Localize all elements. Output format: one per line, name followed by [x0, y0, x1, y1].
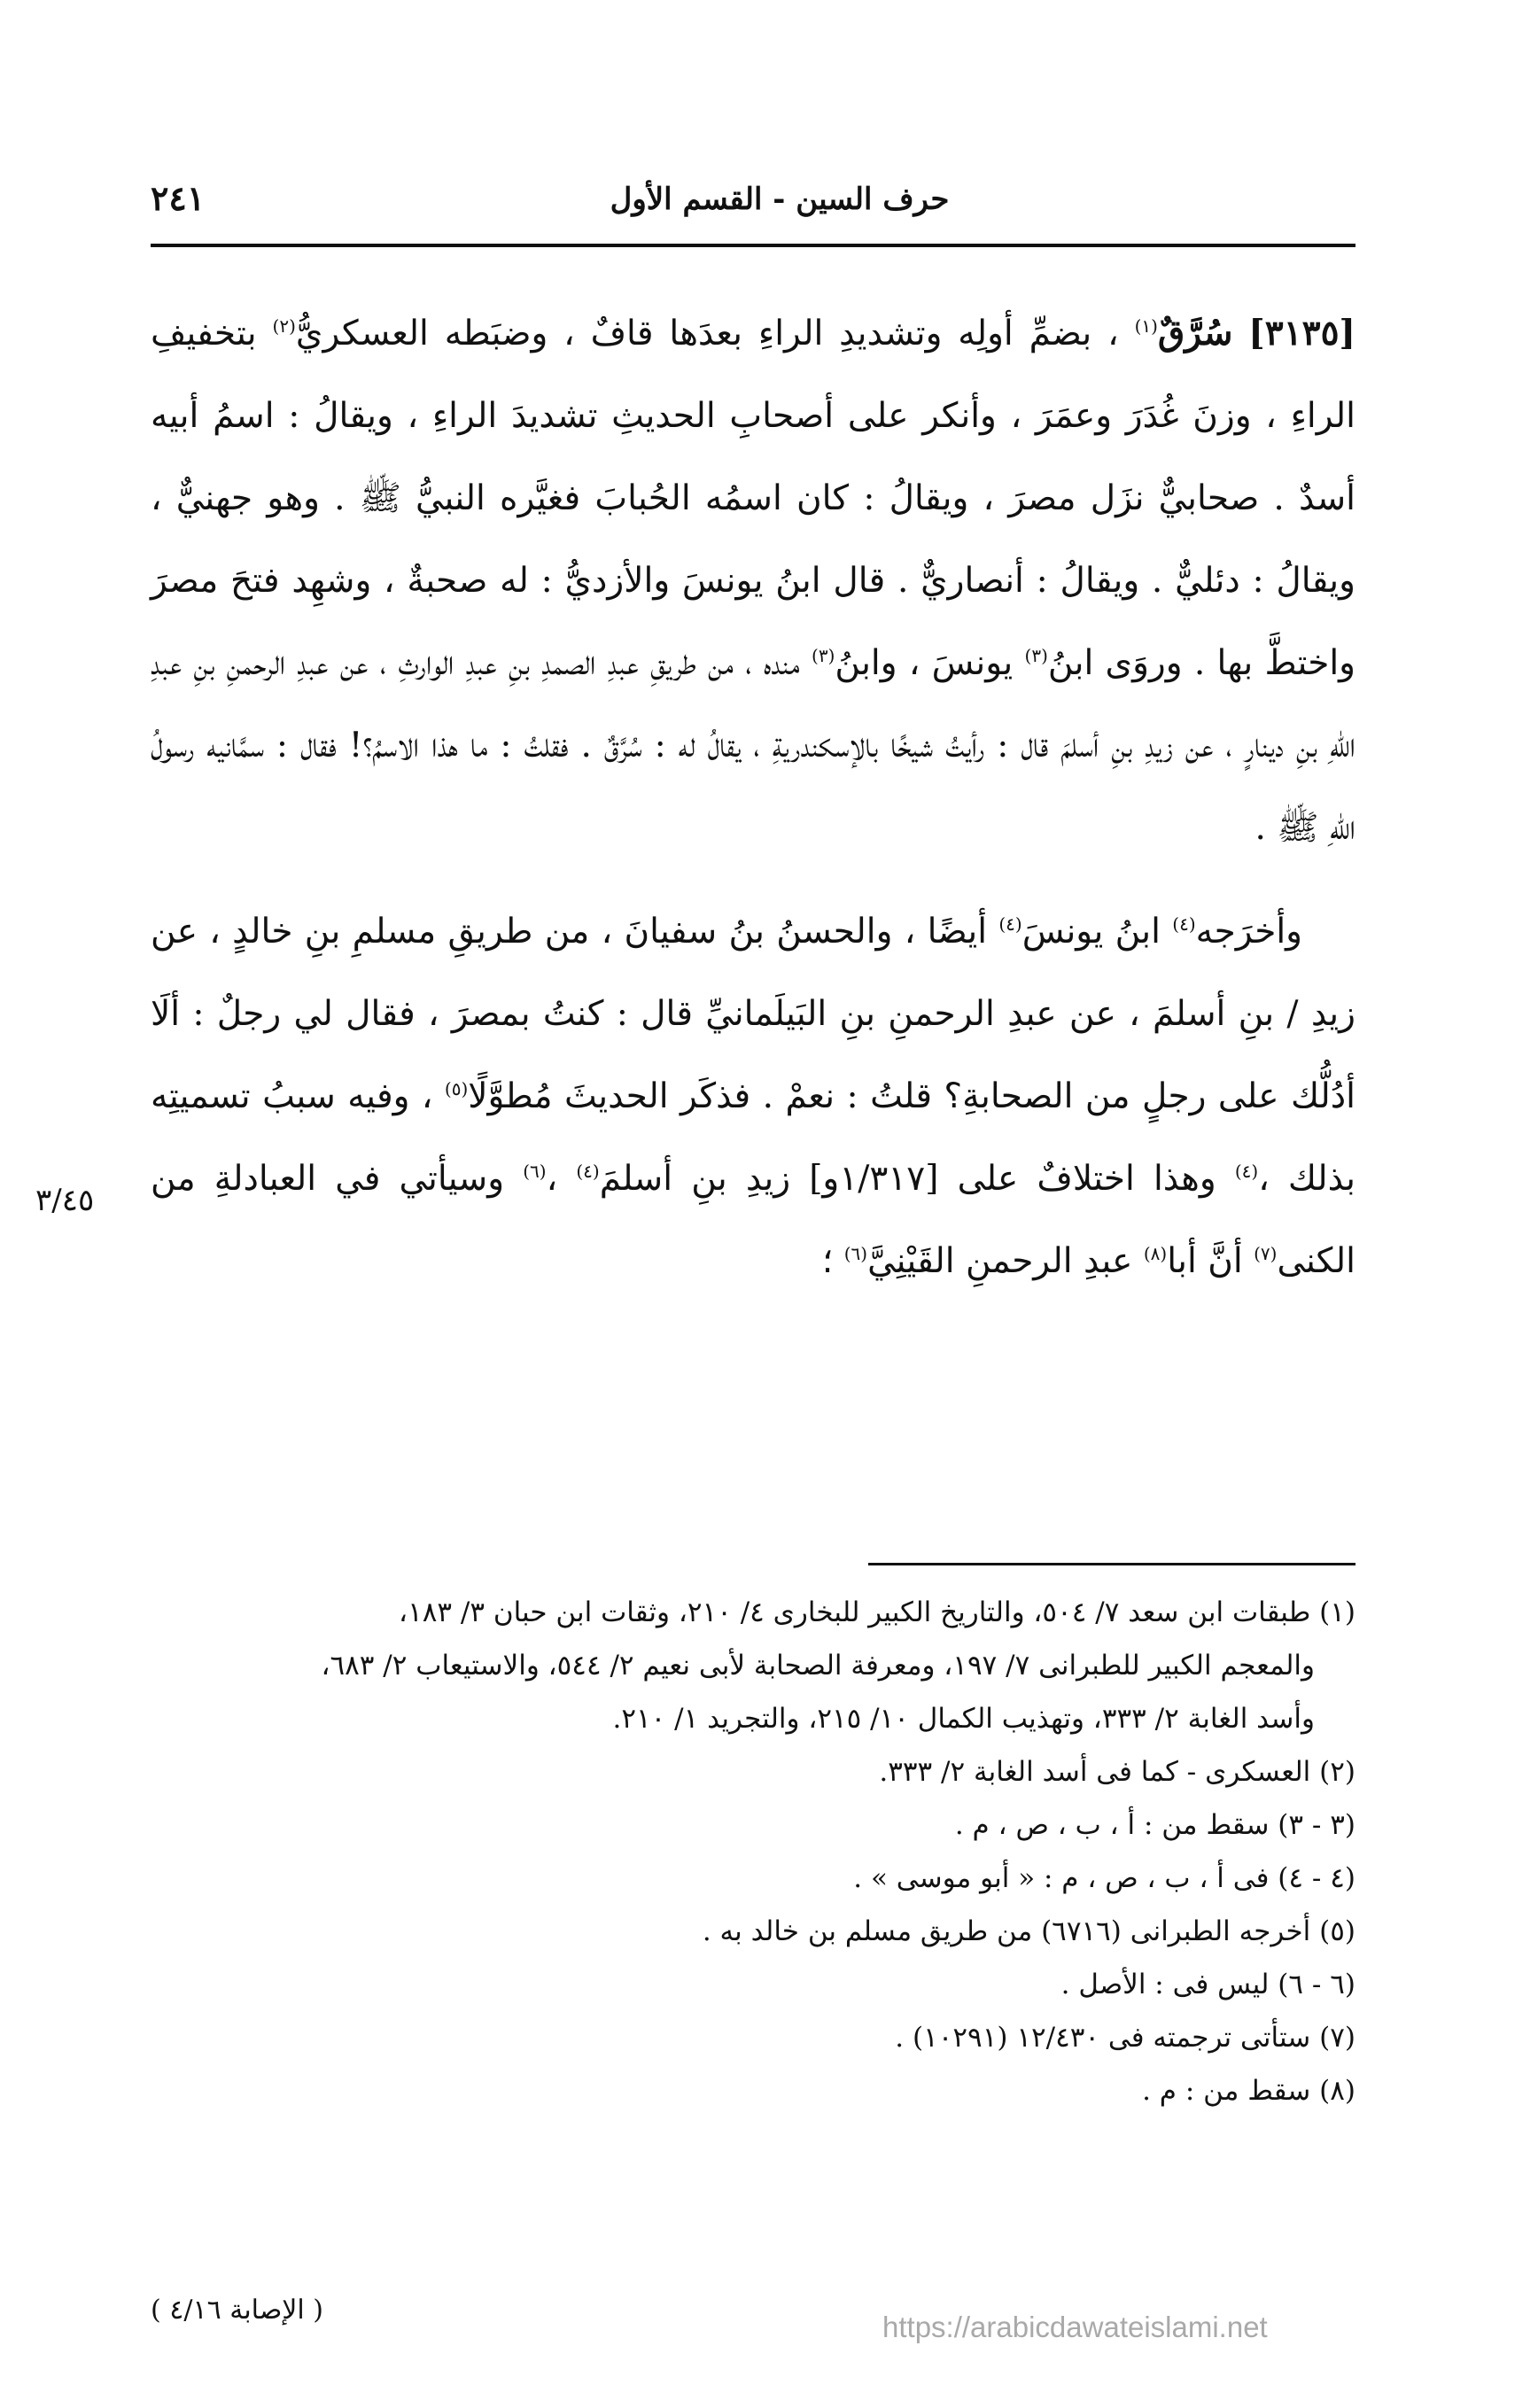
footnote-line: وأسد الغابة ٢/ ٣٣٣، وتهذيب الكمال ١٠/ ٢١٥، والتجريد ١/ ٢١٠.	[612, 1703, 1315, 1735]
footnote-line: (٣ - ٣) سقط من : أ ، ب ، ص ، م .	[954, 1809, 1355, 1841]
footnote-ref: (٣)	[1024, 645, 1048, 666]
text-run: يونسَ ، وابنُ	[835, 643, 1014, 683]
margin-page-reference: ٣/٤٥	[35, 1183, 95, 1218]
footnotes	[151, 1586, 1355, 2117]
text-run: ، وفيه سببُ تسميتِه بذلك ،	[151, 1076, 1356, 1199]
footnote-ref: (٦)	[523, 1161, 547, 1182]
text-run: أنَّ أبا	[1167, 1241, 1243, 1281]
watermark-url: https://arabicdawateislami.net	[882, 2311, 1268, 2343]
footnote-line: (٨) سقط من : م .	[1142, 2075, 1355, 2107]
footnote-ref: (٥)	[444, 1078, 469, 1099]
page-header	[151, 173, 1355, 235]
footnote-line: (٤ - ٤) فى أ ، ب ، ص ، م : « أبو موسى » .	[853, 1862, 1355, 1894]
text-run: أيضًا ، والحسنُ بنُ سفيانَ ، من طريقِ مسلمِ بنِ خالدٍ ، عن زيدِ / بنِ أسلمَ ، عن عبدِ الرحمنِ بنِ البَيلَمانيِّ قال : كنتُ بمصرَ ، فقال لي رجلٌ : ألَا أدُلُّك على رجلٍ من الصحابةِ؟ قلتُ : نعمْ . فذكَر الحديثَ مُطوَّلًا	[151, 912, 1355, 1116]
entry-number: [٣١٣٥]	[1248, 313, 1355, 353]
page-number: ٢٤١	[151, 178, 206, 218]
footnote-line: (٧) ستأتى ترجمته فى ١٢/٤٣٠ (١٠٢٩١) .	[895, 2022, 1355, 2054]
main-text	[151, 292, 1355, 1302]
text-run: ؛	[821, 1241, 834, 1281]
paragraph-1	[151, 292, 1355, 869]
footnote-ref: (٣)	[812, 645, 835, 666]
footnote-ref: (٨)	[1143, 1243, 1168, 1264]
entry-name: سُرَّقٌ	[1157, 313, 1233, 353]
text-run: منده ، من طريقِ عبدِ الصمدِ بنِ عبدِ الوارثِ ، عن عبدِ الرحمنِ بنِ عبدِ اللهِ بنِ دينارٍ ، عن زيدِ بنِ أسلمَ قال : رأيتُ شيخًا بالإسكندريةِ ، يقالُ له : سُرَّقٌ . فقلتُ : ما هذا الاسمُ؟! فقال : سمَّانيه رسولُ اللهِ ﷺ .	[151, 643, 1355, 848]
text-run: وأخرَجه	[1195, 912, 1302, 952]
footnote-line: (٦ - ٦) ليس فى : الأصل .	[1060, 1969, 1355, 2000]
footnote-ref: (٧)	[1254, 1243, 1278, 1264]
text-run: ، بضمِّ أولِه وتشديدِ الراءِ بعدَها قافٌ ، وضبَطه العسكريُّ	[295, 314, 1119, 353]
footnote-line: والمعجم الكبير للطبرانى ٧/ ١٩٧، ومعرفة الصحابة لأبى نعيم ٢/ ٥٤٤، والاستيعاب ٢/ ٦٨٣،	[321, 1650, 1315, 1682]
footnote-line: (٥) أخرجه الطبرانى (٦٧١٦) من طريق مسلم بن خالد به .	[702, 1915, 1355, 1947]
footnote-line: (٢) العسكرى - كما فى أسد الغابة ٢/ ٣٣٣.	[879, 1756, 1355, 1788]
text-run: ابنُ يونسَ	[1021, 912, 1161, 952]
footnote-ref: (٢)	[272, 315, 296, 337]
footnote-separator	[868, 1563, 1355, 1565]
text-run: عبدِ الرحمنِ القَيْنِيَّ	[867, 1241, 1133, 1281]
source-reference: ( الإصابة ٤/١٦ )	[151, 2295, 323, 2326]
footnote-ref: (٤)	[1234, 1161, 1259, 1182]
footnote-ref: (٤)	[1172, 913, 1196, 935]
text-run: وهذا اختلافٌ على [١/٣١٧و] زيدِ بنِ أسلمَ	[599, 1159, 1216, 1199]
running-title: حرف السين - القسم الأول	[610, 182, 950, 217]
footnote-ref: (٦)	[843, 1243, 868, 1264]
text-run: ،	[546, 1159, 558, 1199]
footnote-ref: (١)	[1134, 315, 1158, 337]
header-rule	[151, 244, 1355, 247]
text-run: بتخفيفِ الراءِ ، وزنَ غُدَرَ وعمَرَ ، وأنكر على أصحابِ الحديثِ تشديدَ الراءِ ، ويقالُ : اسمُ أبيه أسدٌ . صحابيٌّ نزَل مصرَ ، ويقالُ : كان اسمُه الحُبابَ فغيَّره النبيُّ ﷺ . وهو جهنيٌّ ، ويقالُ : دئليٌّ . ويقالُ : أنصاريٌّ . قال ابنُ يونسَ والأزديُّ : له صحبةٌ ، وشهِد فتحَ مصرَ واختطَّ بها . وروَى ابنُ	[151, 314, 1356, 683]
footnote-ref: (٤)	[576, 1161, 600, 1182]
footnote-line: (١) طبقات ابن سعد ٧/ ٥٠٤، والتاريخ الكبير للبخارى ٤/ ٢١٠، وثقات ابن حبان ٣/ ١٨٣،	[399, 1596, 1355, 1628]
text-run: وسيأتي في العبادلةِ من الكنى	[151, 1159, 1355, 1281]
footnote-ref: (٤)	[998, 913, 1022, 935]
paragraph-2	[151, 890, 1355, 1302]
